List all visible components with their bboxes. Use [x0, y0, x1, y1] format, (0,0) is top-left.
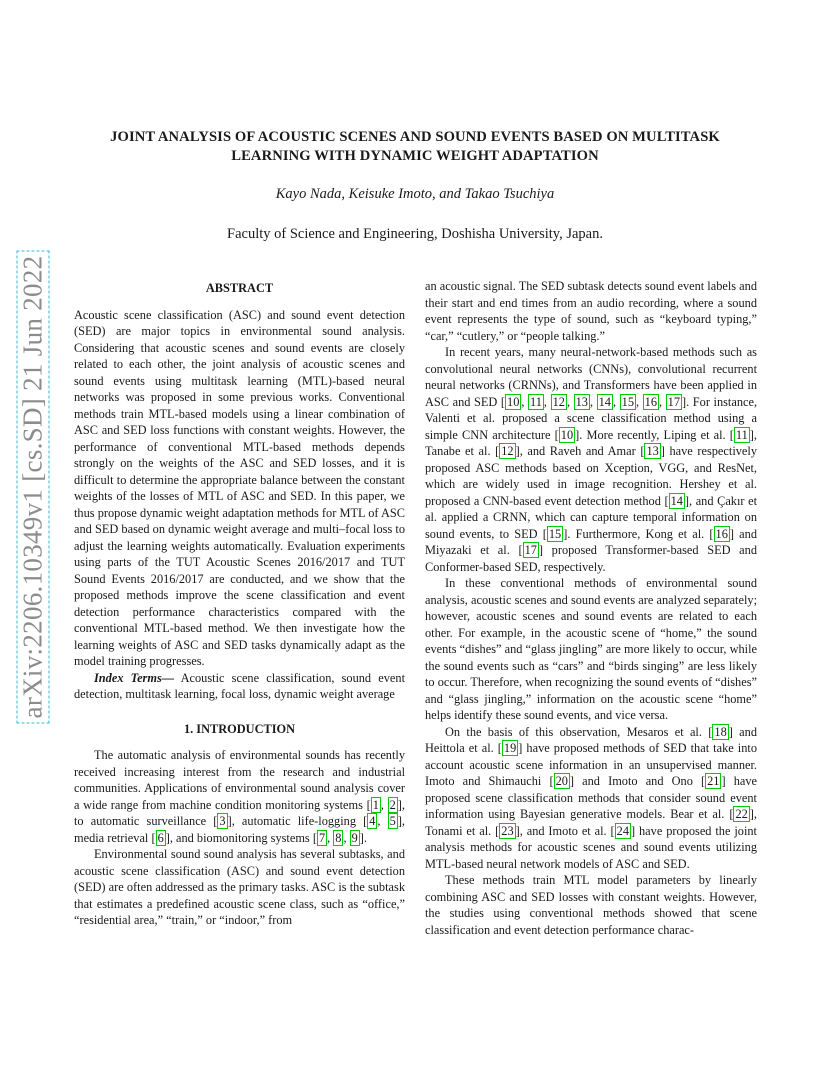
- citation-link[interactable]: 6: [157, 830, 164, 845]
- intro-paragraph-5: In these conventional methods of environmental sound analysis, acoustic scenes and sound events are analyzed separately; however, acoustic scenes and sound events are related to each other. For example, in the acoustic scene of “home,” the sound events “dishes” and “glass jingling” are more likely to occur, while the sound events such as “cars” and “birds singing” are less likely to occur. Therefore, when recognizing the sound events of “dishes” and “glass jingling,” information on the acoustic scene “home” helps identify these sound events, and vice versa.: [425, 576, 757, 722]
- abstract-text: Acoustic scene classification (ASC) and sound event detection (SED) are major topics in environmental sound analysis. Considering that acoustic scenes and sound events are closely related to each other, the joint analysis of acoustic scenes and sound events using multitask learning (MTL)-based neural networks was proposed in some previous works. Conventional methods train MTL-based models using a linear combination of ASC and SED loss functions with constant weights. However, the performance of conventional MTL-based methods depends strongly on the weights of the ASC and SED losses, and it is difficult to determine the appropriate balance between the constant weights of the losses of MTL of ASC and SED. In this paper, we thus propose dynamic weight adaptation methods for MTL of ASC and SED based on dynamic weight average and multi–focal loss to adjust the learning weights automatically. Evaluation experiments using parts of the TUT Acoustic Scenes 2016/2017 and TUT Sound Events 2016/2017 are conducted, and we show that the proposed methods improve the scene classification and event detection performance characteristics compared with the conventional MTL-based method. We then investigate how the learning weights of ASC and SED tasks dynamically adapt as the model training progresses.: [74, 307, 405, 668]
- citation-link[interactable]: 13: [646, 444, 659, 458]
- intro-paragraph-6: On the basis of this observation, Mesaros et al. [ 18 ] and Heittola et al. [ 19 ] have proposed methods of SED that take into account acoustic scene information in an unsupervised manner. Imoto and Shimauchi [ 20 ] and Imoto and Ono [ 21 ] have proposed scene classification methods that consider sound event information using Bayesian generative models. Bear et al. [ 22 ], Tonami et al. [ 23 ], and Imoto et al. [ 24 ] have proposed the joint analysis methods for acoustic scenes and sound events utilizing MTL-based neural network models of ASC and SED.: [425, 724, 757, 871]
- citation-link[interactable]: 12: [552, 394, 565, 409]
- arxiv-id: arXiv:2206.10349v1 [cs.SD] 21 Jun 2022: [17, 251, 50, 724]
- intro-paragraph-1: The automatic analysis of environmental sounds has recently received increasing interest from the research and industrial communities. Applications of environmental sound analysis cover a wide range from machine condition monitoring systems [ 1 , 2 ], to automatic surveillance [ 3 ], automatic life-logging [ 4 , 5 ], media retrieval [ 6 ], and biomonitoring systems [ 7 , 8 , 9 ].: [74, 748, 406, 845]
- citation-link[interactable]: 14: [598, 394, 611, 409]
- citation-link[interactable]: 19: [503, 741, 517, 755]
- citation-link[interactable]: 5: [389, 814, 396, 828]
- citation-link[interactable]: 7: [318, 830, 326, 845]
- intro-paragraph-4: In recent years, many neural-network-based methods such as convolutional neural networks (CNNs), convolutional recurrent neural networks (CRNNs), and Transformers have been applied in ASC and SED [ 10 , 11 , 12 , 13 , 14 , 15 , 16 , 17 ]. For instance, Valenti et al. proposed a scene classification method using a simple CNN architecture [ 10 ]. More recently, Liping et al. [ 11 ], Tanabe et al. [ 12 ], and Raveh and Amar [ 13 ] have respectively proposed ASC methods based on Xception, VGG, and ResNet, which are widely used in image recognition. Hershey et al. proposed a CNN-based event detection method [ 14 ], and Çakır et al. applied a CRNN, which can capture temporal information on sound events, to SED [ 15 ]. Furthermore, Kong et al. [ 16 ] and Miyazaki et al. [ 17 ] proposed Transformer-based SED and Conformer-based SED, respectively.: [425, 345, 758, 574]
- paper-title: JOINT ANALYSIS OF ACOUSTIC SCENES AND SOUND EVENTS BASED ON MULTITASK LEARNING WITH DYNAMIC WEIGHT ADAPTATION: [110, 129, 720, 164]
- citation-link[interactable]: 11: [735, 427, 748, 442]
- citation-link[interactable]: 8: [335, 830, 342, 845]
- citation-link[interactable]: 16: [644, 394, 657, 409]
- citation-link[interactable]: 17: [524, 543, 537, 557]
- citation-link[interactable]: 20: [555, 774, 568, 788]
- citation-link[interactable]: 15: [548, 526, 562, 541]
- intro-paragraph-7: These methods train MTL model parameters by linearly combining ASC and SED losses with constant weights. However, the studies using conventional methods showed that scene classification and event detection performance charac-: [425, 873, 757, 937]
- citation-link[interactable]: 10: [507, 394, 520, 409]
- abstract-heading: ABSTRACT: [205, 281, 274, 295]
- citation-link[interactable]: 22: [735, 807, 748, 821]
- index-terms: [74, 670, 405, 703]
- left-column: [74, 280, 405, 929]
- citation-link[interactable]: 16: [715, 526, 728, 541]
- intro-paragraph-2: Environmental sound sound analysis has several subtasks, and acoustic scene classification (ASC) and sound event detection (SED) are often addressed as the primary tasks. ASC is the subtask that estimates a predefined acoustic scene class, such as “office,” “residential area,” “train,” or “indoor,” from: [74, 847, 405, 927]
- citation-link[interactable]: 1: [372, 797, 379, 812]
- arxiv-watermark: [17, 255, 48, 719]
- citation-link[interactable]: 4: [369, 814, 376, 828]
- citation-link[interactable]: 13: [575, 394, 588, 409]
- paper-affiliation: Faculty of Science and Engineering, Doshisha University, Japan.: [227, 226, 603, 242]
- citation-link[interactable]: 17: [667, 394, 681, 409]
- citation-link[interactable]: 23: [501, 823, 514, 838]
- citation-link[interactable]: 3: [219, 814, 226, 828]
- citation-link[interactable]: 2: [389, 797, 396, 812]
- citation-link[interactable]: 18: [714, 724, 727, 739]
- index-terms-label: Index Terms—: [94, 670, 175, 685]
- index-terms-text: Acoustic scene classification, sound event detection, multitask learning, focal loss, dynamic weight average: [74, 670, 406, 701]
- citation-link[interactable]: 24: [616, 823, 629, 838]
- citation-link[interactable]: 12: [501, 444, 514, 458]
- citation-link[interactable]: 21: [707, 774, 720, 788]
- paper-authors: Kayo Nada, Keisuke Imoto, and Takao Tsuchiya: [275, 186, 555, 202]
- citation-link[interactable]: 11: [530, 394, 542, 409]
- citation-link[interactable]: 14: [670, 493, 683, 508]
- right-column: [425, 278, 757, 938]
- intro-heading: 1. INTRODUCTION: [183, 721, 296, 736]
- citation-link[interactable]: 15: [621, 394, 634, 409]
- intro-paragraph-3: an acoustic signal. The SED subtask detects sound event labels and their start and end times from an audio recording, where a sound event represents the type of sound, such as “keyboard typing,” “car,” “cutlery,” or “people talking.”: [425, 279, 757, 343]
- citation-link[interactable]: 10: [560, 427, 574, 442]
- citation-link[interactable]: 9: [351, 830, 358, 845]
